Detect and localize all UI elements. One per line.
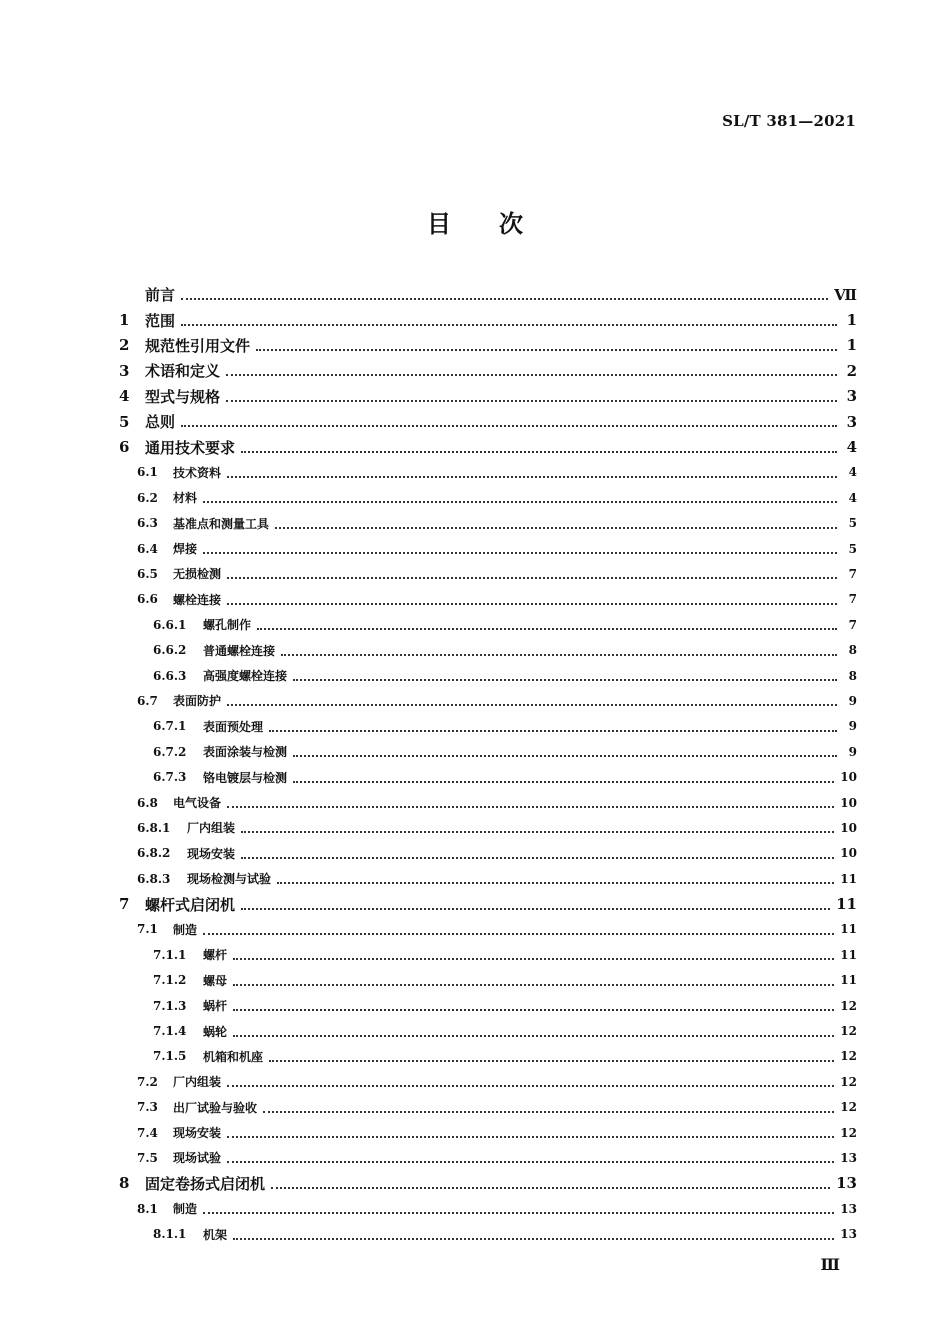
toc-entry[interactable] [119,866,857,891]
toc-entry-number: 3 [119,361,130,380]
toc-entry-page: Ⅶ [834,285,857,304]
toc-entry-number: 4 [119,387,130,406]
toc-entry-number: 7 [119,895,130,914]
dot-leader [241,907,830,910]
toc-entry[interactable] [119,1044,857,1069]
toc-entry-number: 6.8.3 [137,871,171,886]
toc-entry-title: 厂内组装 [173,1075,222,1090]
dot-leader [293,780,834,783]
dot-leader [233,983,834,986]
toc-entry-number: 8.1.1 [153,1227,187,1242]
toc-entry-number: 7.3 [137,1100,158,1115]
toc-entry-page: 12 [840,1024,857,1039]
toc-entry-number: 6.8.1 [137,820,171,835]
dot-leader [203,551,837,554]
toc-entry[interactable] [119,460,857,485]
toc-entry-page: 12 [840,1049,857,1064]
toc-entry-number: 6.8 [137,795,158,810]
toc-entry-number: 6.6.1 [153,617,187,632]
toc-entry[interactable] [119,333,857,358]
dot-leader [203,1211,834,1214]
toc-entry-number: 7.1.5 [153,1049,187,1064]
toc-entry-page: 10 [840,820,857,835]
dot-leader [293,754,837,757]
toc-entry-page: 13 [836,1174,857,1193]
toc-entry-number: 7.5 [137,1150,158,1165]
dot-leader [269,1059,834,1062]
toc-entry-page: 4 [846,438,857,457]
toc-entry-page: 3 [846,412,857,431]
toc-entry-page: 10 [840,846,857,861]
toc-entry[interactable] [119,1196,857,1221]
toc-entry-page: 11 [840,922,857,937]
dot-leader [227,703,837,706]
toc-entry-title: 机箱和机座 [203,1049,264,1064]
toc-entry-number: 7.2 [137,1074,158,1089]
dot-leader [227,1084,834,1087]
toc-entry-page: 10 [840,795,857,810]
toc-entry-number: 5 [119,412,130,431]
dot-leader [241,450,837,453]
toc-entry[interactable] [119,511,857,536]
toc-entry-page: 8 [848,668,857,683]
dot-leader [227,602,837,605]
toc-entry-title: 螺栓连接 [173,592,222,607]
toc-entry[interactable] [119,841,857,866]
toc-entry[interactable] [119,1095,857,1120]
toc-entry-title: 表面涂装与检测 [203,745,288,760]
dot-leader [227,1135,834,1138]
page-number: Ⅲ [820,1255,840,1274]
toc-entry-page: 7 [848,592,857,607]
toc-entry-number: 6.3 [137,516,158,531]
toc-entry[interactable] [119,1120,857,1145]
toc-entry-number: 8 [119,1174,130,1193]
toc-entry-title: 焊接 [173,542,198,557]
toc-entry-page: 9 [848,719,857,734]
dot-leader [181,297,828,300]
toc-entry-number: 7.1.4 [153,1024,187,1039]
toc-entry-title: 制造 [173,922,198,937]
toc-entry-title: 现场安装 [187,846,236,861]
toc-entry[interactable] [119,612,857,637]
dot-leader [181,323,837,326]
toc-entry[interactable] [119,790,857,815]
dot-leader [263,1110,834,1113]
toc-entry-title: 普通螺栓连接 [203,643,276,658]
toc-entry-page: 7 [848,617,857,632]
toc-entry-number: 6.7.3 [153,770,187,785]
toc-entry-page: 1 [846,336,857,355]
toc-entry-page: 13 [840,1150,857,1165]
toc-entry-number: 6.7 [137,693,158,708]
toc-entry-number: 7.1.2 [153,973,187,988]
toc-entry-number: 6.6.2 [153,643,187,658]
toc-entry-page: 13 [840,1227,857,1242]
toc-entry[interactable] [119,384,857,409]
dot-leader [256,348,837,351]
toc-entry-page: 11 [840,947,857,962]
toc-entry-title: 现场安装 [173,1126,222,1141]
dot-leader [227,475,837,478]
dot-leader [226,399,837,402]
toc-entry-title: 铬电镀层与检测 [203,770,288,785]
dot-leader [293,678,837,681]
toc-entry[interactable] [119,891,857,916]
toc-entry-number: 6.6 [137,592,158,607]
toc-entry-number: 6.2 [137,490,158,505]
toc-entry[interactable] [119,561,857,586]
toc-entry-page: 12 [840,1100,857,1115]
toc-entry-number: 6.7.2 [153,744,187,759]
dot-leader [181,424,837,427]
toc-entry[interactable] [119,993,857,1018]
dot-leader [233,1034,834,1037]
toc-entry-title: 螺杆式启闭机 [145,895,236,914]
toc-entry-title: 固定卷扬式启闭机 [145,1174,266,1193]
toc-entry[interactable] [119,409,857,434]
dot-leader [203,932,834,935]
toc-entry-number: 6.8.2 [137,846,171,861]
toc-entry-page: 2 [846,361,857,380]
toc-entry-page: 11 [840,973,857,988]
toc-entry-page: 12 [840,1125,857,1140]
dot-leader [203,500,837,503]
toc-entry-title: 现场检测与试验 [187,872,272,887]
toc-entry[interactable] [119,536,857,561]
toc-entry-number: 8.1 [137,1201,158,1216]
toc-entry-number: 6.4 [137,541,158,556]
toc-entry-number: 7.4 [137,1125,158,1140]
dot-leader [269,729,837,732]
toc-entry[interactable] [119,917,857,942]
table-of-contents [119,282,857,1247]
toc-entry-title: 螺孔制作 [203,618,252,633]
toc-entry-title: 型式与规格 [145,387,221,406]
toc-entry-title: 表面预处理 [203,719,264,734]
toc-entry-title: 规范性引用文件 [145,336,251,355]
toc-entry[interactable] [119,307,857,332]
toc-entry-page: 11 [840,871,857,886]
dot-leader [233,1237,834,1240]
toc-entry-number: 6.1 [137,465,158,480]
dot-leader [227,576,837,579]
toc-entry-page: 9 [848,693,857,708]
dot-leader [271,1186,830,1189]
toc-entry-page: 5 [848,541,857,556]
toc-entry[interactable] [119,1221,857,1246]
toc-entry[interactable] [119,358,857,383]
toc-entry-page: 4 [848,465,857,480]
toc-entry[interactable] [119,485,857,510]
toc-entry-title: 材料 [173,491,198,506]
dot-leader [233,1008,834,1011]
toc-entry-number: 7.1 [137,922,158,937]
toc-entry-number: 2 [119,336,130,355]
toc-entry-title: 厂内组装 [187,821,236,836]
toc-entry-title: 蜗轮 [203,1024,228,1039]
toc-entry-title: 通用技术要求 [145,438,236,457]
toc-entry-page: 13 [840,1201,857,1216]
toc-entry-title: 表面防护 [173,694,222,709]
toc-entry-number: 6.5 [137,566,158,581]
toc-entry-page: 9 [848,744,857,759]
toc-entry-page: 3 [846,387,857,406]
toc-entry-page: 4 [848,490,857,505]
toc-entry[interactable] [119,688,857,713]
toc-entry-number: 7.1.1 [153,947,187,962]
dot-leader [226,373,837,376]
toc-entry[interactable] [119,282,857,307]
toc-entry[interactable] [119,1145,857,1170]
toc-entry-number: 6.7.1 [153,719,187,734]
toc-entry-title: 高强度螺栓连接 [203,669,288,684]
toc-entry-number: 1 [119,311,130,330]
standard-code: SL/T 381—2021 [722,112,856,130]
toc-entry-title: 范围 [145,311,176,330]
toc-entry-title: 螺杆 [203,948,228,963]
toc-entry[interactable] [119,1018,857,1043]
toc-entry-page: 10 [840,770,857,785]
dot-leader [241,856,834,859]
toc-entry-page: 1 [846,311,857,330]
toc-entry[interactable] [119,1069,857,1094]
dot-leader [277,881,834,884]
toc-entry-title: 电气设备 [173,796,222,810]
toc-entry-title: 总则 [145,413,176,432]
toc-entry-title: 术语和定义 [145,362,221,381]
toc-entry-page: 5 [848,516,857,531]
dot-leader [275,526,837,529]
toc-entry-page: 11 [836,895,857,914]
toc-entry-page: 12 [840,998,857,1013]
toc-entry-title: 现场试验 [173,1151,222,1166]
toc-entry[interactable] [119,764,857,789]
dot-leader [257,627,837,630]
toc-entry[interactable] [119,434,857,459]
dot-leader [227,805,834,808]
toc-entry[interactable] [119,815,857,840]
toc-entry-number: 6.6.3 [153,668,187,683]
page-title: 目 次 [427,210,523,238]
toc-entry[interactable] [119,663,857,688]
toc-entry[interactable] [119,739,857,764]
dot-leader [241,830,834,833]
toc-entry[interactable] [119,942,857,967]
toc-entry-page: 7 [848,566,857,581]
toc-entry-title: 螺母 [203,973,228,988]
toc-entry-title: 无损检测 [173,567,222,582]
toc-entry-title: 机架 [203,1227,228,1242]
toc-entry-title: 出厂试验与验收 [173,1100,258,1115]
toc-entry-number: 7.1.3 [153,998,187,1013]
toc-entry-title: 前言 [145,286,176,305]
toc-entry-page: 12 [840,1074,857,1089]
toc-entry[interactable] [119,714,857,739]
toc-entry-title: 制造 [173,1202,198,1217]
toc-entry-number: 6 [119,438,130,457]
toc-entry-title: 蜗杆 [203,999,228,1014]
dot-leader [281,653,837,656]
toc-entry-page: 8 [848,643,857,658]
toc-entry[interactable] [119,587,857,612]
toc-entry[interactable] [119,637,857,662]
dot-leader [233,957,834,960]
toc-entry-title: 技术资料 [173,465,222,480]
dot-leader [227,1160,834,1163]
toc-entry[interactable] [119,1171,857,1196]
toc-entry-title: 基准点和测量工具 [173,516,270,531]
toc-entry[interactable] [119,968,857,993]
